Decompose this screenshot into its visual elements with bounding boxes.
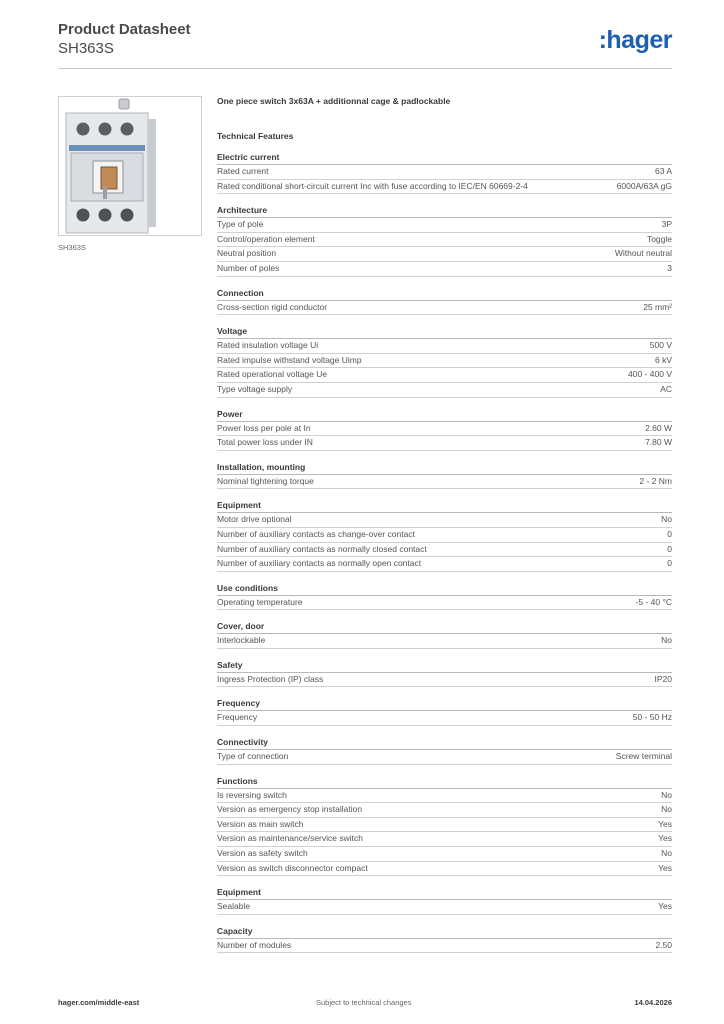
feature-row [217, 557, 672, 572]
section-title: Equipment [217, 499, 672, 513]
feature-value: 63 A [654, 166, 672, 176]
feature-label: Rated insulation voltage Ui [217, 340, 319, 351]
feature-label: Neutral position [217, 248, 277, 259]
datasheet-content [217, 94, 672, 953]
product-description: One piece switch 3x63A + additionnal cage & padlockable [217, 96, 451, 106]
feature-value: AC [660, 383, 672, 394]
section-title: Capacity [217, 925, 672, 939]
feature-label: Cross-section rigid conductor [217, 301, 328, 312]
feature-row [217, 180, 672, 195]
feature-value: No [661, 789, 672, 800]
feature-row [217, 339, 672, 354]
footer-notice: Subject to technical changes [316, 998, 412, 1007]
feature-row [217, 262, 672, 277]
product-image [58, 96, 202, 236]
feature-section [217, 287, 672, 316]
feature-label: Version as main switch [217, 818, 304, 829]
feature-label: Version as switch disconnector compact [217, 862, 368, 873]
feature-value: 2 - 2 Nm [639, 475, 672, 486]
feature-value: 2.50 [655, 939, 672, 950]
feature-label: Number of auxiliary contacts as normally closed contact [217, 543, 427, 554]
feature-row [217, 862, 672, 877]
feature-label: Rated operational voltage Ue [217, 369, 328, 380]
feature-label: Type of pole [217, 219, 264, 230]
feature-row [217, 233, 672, 248]
feature-value: 3 [667, 262, 672, 273]
feature-label: Rated impulse withstand voltage Uimp [217, 354, 362, 365]
feature-row [217, 900, 672, 915]
feature-row [217, 543, 672, 558]
feature-label: Power loss per pole at In [217, 422, 311, 433]
section-title: Functions [217, 775, 672, 789]
feature-label: Version as emergency stop installation [217, 804, 363, 815]
feature-value: 6000A/63A gG [616, 180, 672, 191]
page-header [58, 20, 672, 68]
feature-section [217, 325, 672, 397]
section-title: Power [217, 408, 672, 422]
switch-device-illustration [59, 97, 202, 236]
feature-value: IP20 [654, 673, 672, 684]
feature-value: Yes [658, 862, 672, 873]
feature-label: Version as maintenance/service switch [217, 833, 363, 844]
feature-value: No [661, 514, 672, 525]
feature-value: 400 - 400 V [628, 369, 672, 380]
feature-value: 500 V [649, 340, 672, 351]
feature-value: 50 - 50 Hz [632, 712, 672, 723]
feature-value: Screw terminal [615, 751, 672, 762]
feature-section [217, 886, 672, 915]
feature-row [217, 818, 672, 833]
section-title: Voltage [217, 325, 672, 339]
feature-label: Rated conditional short-circuit current Inc with fuse according to IEC/EN 60669-2-4 [217, 180, 528, 191]
section-title: Equipment [217, 886, 672, 900]
feature-row [217, 673, 672, 688]
feature-value: 2.60 W [645, 422, 672, 433]
section-title: Architecture [217, 204, 672, 218]
feature-section [217, 775, 672, 877]
feature-section [217, 925, 672, 954]
feature-value: Toggle [646, 233, 672, 244]
feature-value: 6 kV [654, 354, 672, 365]
feature-section [217, 408, 672, 451]
feature-row [217, 368, 672, 383]
feature-label: Sealable [217, 901, 251, 912]
feature-label: Nominal tightening torque [217, 475, 314, 486]
feature-value: 0 [667, 528, 672, 539]
feature-row [217, 832, 672, 847]
logo-text: hager [606, 26, 672, 54]
feature-section [217, 659, 672, 688]
feature-section [217, 461, 672, 490]
section-title: Use conditions [217, 582, 672, 596]
feature-row [217, 803, 672, 818]
feature-sections [217, 151, 672, 953]
feature-value: 0 [667, 558, 672, 569]
feature-section [217, 151, 672, 194]
document-title: Product Datasheet [58, 21, 191, 38]
feature-label: Motor drive optional [217, 514, 292, 525]
feature-row [217, 634, 672, 649]
feature-row [217, 475, 672, 490]
section-title: Electric current [217, 151, 672, 165]
feature-label: Control/operation element [217, 233, 315, 244]
feature-label: Ingress Protection (IP) class [217, 673, 324, 684]
technical-features-title: Technical Features [217, 131, 294, 141]
feature-row [217, 436, 672, 451]
feature-row [217, 165, 672, 180]
feature-label: Type voltage supply [217, 383, 293, 394]
feature-label: Number of auxiliary contacts as change-over contact [217, 528, 415, 539]
feature-row [217, 847, 672, 862]
feature-row [217, 218, 672, 233]
product-code: SH363S [58, 40, 114, 57]
feature-label: Version as safety switch [217, 848, 308, 859]
feature-section [217, 499, 672, 571]
feature-label: Frequency [217, 712, 258, 723]
feature-label: Number of poles [217, 262, 280, 273]
footer-website: hager.com/middle-east [58, 998, 140, 1007]
feature-value: -5 - 40 °C [635, 596, 672, 607]
feature-row [217, 301, 672, 316]
feature-section [217, 582, 672, 611]
feature-row [217, 354, 672, 369]
feature-value: Yes [658, 818, 672, 829]
feature-row [217, 939, 672, 954]
feature-label: Type of connection [217, 751, 289, 762]
feature-value: Yes [658, 901, 672, 912]
feature-label: Number of auxiliary contacts as normally open contact [217, 558, 422, 569]
feature-value: 7.80 W [645, 437, 672, 448]
feature-label: Is reversing switch [217, 789, 287, 800]
feature-row [217, 513, 672, 528]
feature-row [217, 711, 672, 726]
feature-section [217, 736, 672, 765]
feature-value: Yes [658, 833, 672, 844]
section-title: Safety [217, 659, 672, 673]
section-title: Cover, door [217, 620, 672, 634]
header-divider [58, 68, 672, 69]
feature-section [217, 697, 672, 726]
feature-row [217, 789, 672, 804]
feature-value: No [661, 635, 672, 646]
footer-date: 14.04.2026 [634, 998, 672, 1007]
section-title: Installation, mounting [217, 461, 672, 475]
feature-value: 0 [667, 543, 672, 554]
feature-row [217, 750, 672, 765]
feature-value: Without neutral [614, 248, 672, 259]
feature-label: Total power loss under IN [217, 437, 313, 448]
feature-row [217, 247, 672, 262]
feature-section [217, 204, 672, 276]
section-title: Connection [217, 287, 672, 301]
feature-row [217, 422, 672, 437]
section-title: Frequency [217, 697, 672, 711]
feature-label: Interlockable [217, 635, 266, 646]
feature-section [217, 620, 672, 649]
feature-value: No [661, 804, 672, 815]
feature-row [217, 383, 672, 398]
feature-label: Number of modules [217, 939, 292, 950]
image-caption: SH363S [58, 243, 86, 252]
feature-label: Rated current [217, 166, 269, 176]
section-title: Connectivity [217, 736, 672, 750]
feature-value: 25 mm² [643, 301, 672, 312]
feature-label: Operating temperature [217, 596, 303, 607]
feature-row [217, 596, 672, 611]
feature-row [217, 528, 672, 543]
hager-logo: :hager [598, 26, 672, 54]
feature-value: No [661, 848, 672, 859]
feature-value: 3P [661, 219, 672, 230]
